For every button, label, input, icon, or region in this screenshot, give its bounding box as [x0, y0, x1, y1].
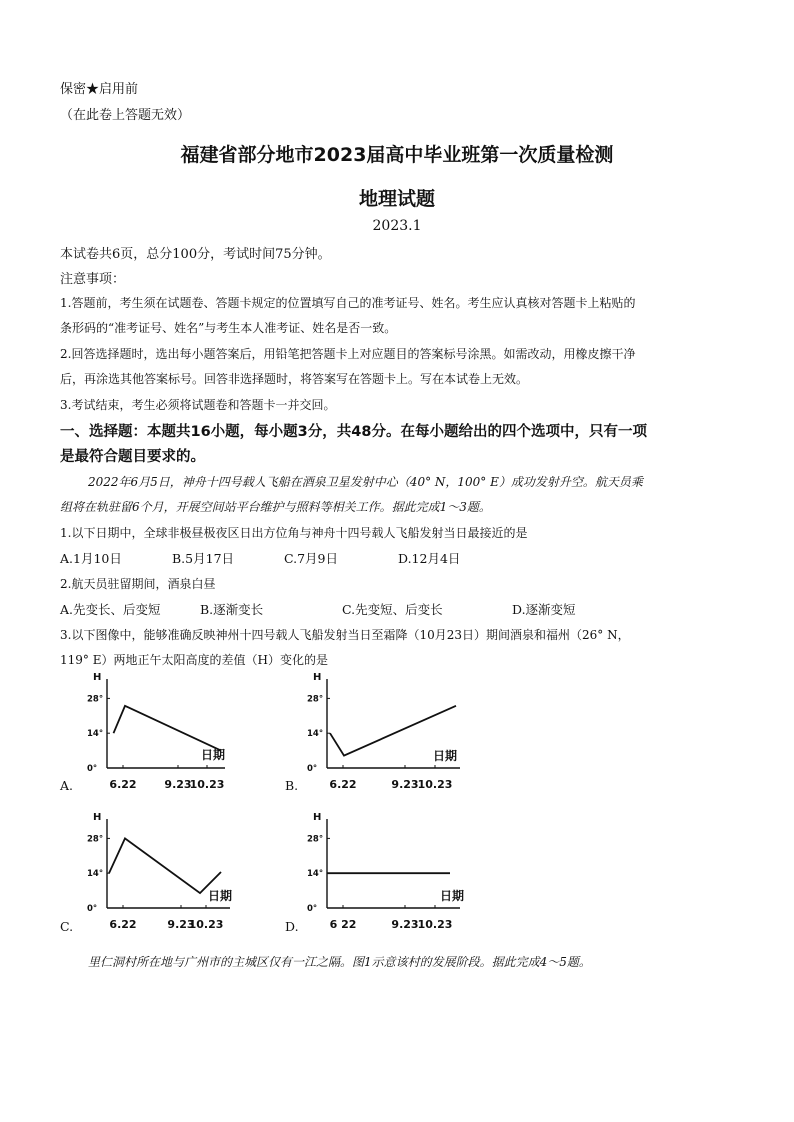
x-axis-label: 日期: [201, 748, 226, 762]
exam-title: 福建省部分地市2023届高中毕业班第一次质量检测: [180, 144, 614, 166]
confidential-mark: 保密★启用前: [60, 82, 139, 97]
y-tick-label: 28°: [307, 694, 324, 705]
x-tick-label: 6.22: [109, 778, 137, 791]
chart-option-a: [85, 672, 250, 797]
q2-option-a: A.先变长、后变短: [60, 602, 161, 617]
x-axis-label: 日期: [208, 889, 233, 903]
x-tick-label: 9.23: [391, 918, 419, 931]
material-2-line: 里仁洞村所在地与广州市的主城区仅有一江之隔。图1示意该村的发展阶段。据此完成4～5题。: [88, 955, 591, 969]
x-axis-label: 日期: [433, 749, 458, 763]
q2-option-b: B.逐渐变长: [200, 602, 264, 617]
chart-svg: [85, 672, 250, 797]
x-tick-label: 10.23: [417, 778, 453, 791]
x-tick-label: 10.23: [188, 918, 224, 931]
chart-a-label: A.: [60, 778, 74, 793]
chart-b-label: B.: [285, 778, 299, 793]
y-axis-label: H: [313, 672, 322, 683]
section-heading-cont: 是最符合题目要求的。: [60, 449, 205, 465]
y-tick-label: 14°: [87, 869, 104, 880]
exam-info: 本试卷共6页，总分100分，考试时间75分钟。: [60, 247, 331, 262]
q2-option-c: C.先变短、后变长: [342, 602, 443, 617]
y-tick-label: 0°: [307, 904, 318, 914]
chart-svg: [305, 672, 470, 797]
chart-svg: [305, 812, 485, 937]
chart-d-label: D.: [285, 919, 299, 934]
x-tick-label: 9.23: [167, 918, 195, 931]
material-1-line-2: 组将在轨驻留6个月，开展空间站平台维护与照料等相关工作。据此完成1～3题。: [60, 500, 491, 514]
question-3-stem-cont: 119° E）两地正午太阳高度的差值（H）变化的是: [60, 653, 328, 667]
question-2-stem: 2.航天员驻留期间，酒泉白昼: [60, 577, 216, 591]
chart-option-d: [305, 812, 485, 937]
x-tick-label: 6.22: [329, 778, 357, 791]
question-3-stem: 3.以下图像中，能够准确反映神州十四号载人飞船发射当日至霜降（10月23日）期间酒泉和福州（26° N，: [60, 628, 630, 642]
y-tick-label: 0°: [87, 764, 98, 774]
chart-option-c: [85, 812, 250, 937]
notice-item-2-cont: 后，再涂选其他答案标号。回答非选择题时，将答案写在答题卡上。写在本试卷上无效。: [60, 372, 529, 386]
x-tick-label: 9.23: [164, 778, 192, 791]
y-tick-label: 14°: [307, 869, 324, 880]
invalid-note: （在此卷上答题无效）: [60, 108, 191, 123]
y-tick-label: 28°: [87, 834, 104, 845]
q1-option-d: D.12月4日: [398, 551, 461, 566]
notice-item-2: 2.回答选择题时，选出每小题答案后，用铅笔把答题卡上对应题目的答案标号涂黑。如需改动，用橡皮擦干净: [60, 347, 636, 361]
data-series-line: [109, 838, 221, 893]
q2-option-d: D.逐渐变短: [512, 602, 576, 617]
y-axis-label: H: [93, 672, 102, 683]
x-tick-label: 6.22: [109, 918, 137, 931]
q1-option-b: B.5月17日: [172, 551, 235, 566]
notice-item-3: 3.考试结束，考生必须将试题卷和答题卡一并交回。: [60, 398, 336, 412]
chart-c-label: C.: [60, 919, 74, 934]
chart-svg: [85, 812, 250, 937]
question-1-stem: 1.以下日期中，全球非极昼极夜区日出方位角与神舟十四号载人飞船发射当日最接近的是: [60, 526, 528, 540]
section-heading: 一、选择题：本题共16小题，每小题3分，共48分。在每小题给出的四个选项中，只有一项: [60, 424, 647, 440]
exam-date: 2023.1: [372, 218, 422, 234]
y-tick-label: 0°: [87, 904, 98, 914]
y-axis-label: H: [313, 812, 322, 823]
x-tick-label: 10.23: [189, 778, 225, 791]
y-tick-label: 28°: [87, 694, 104, 705]
x-tick-label: 10.23: [417, 918, 453, 931]
material-1-line-1: 2022年6月5日，神舟十四号载人飞船在酒泉卫星发射中心（40° N，100° E）成功发射升空。航天员乘: [88, 475, 643, 489]
q1-option-c: C.7月9日: [284, 551, 338, 566]
x-tick-label: 6 22: [329, 918, 357, 931]
q1-option-a: A.1月10日: [60, 551, 122, 566]
chart-option-b: [305, 672, 470, 797]
notice-item-1: 1.答题前，考生须在试题卷、答题卡规定的位置填写自己的准考证号、姓名。考生应认真核对答题卡上粘贴的: [60, 296, 636, 310]
data-series-line: [114, 706, 222, 751]
y-tick-label: 14°: [87, 729, 104, 740]
y-tick-label: 0°: [307, 764, 318, 774]
y-tick-label: 28°: [307, 834, 324, 845]
x-axis-label: 日期: [440, 889, 465, 903]
y-axis-label: H: [93, 812, 102, 823]
exam-subtitle: 地理试题: [358, 188, 435, 210]
x-tick-label: 9.23: [391, 778, 419, 791]
notice-item-1-cont: 条形码的“准考证号、姓名”与考生本人准考证、姓名是否一致。: [60, 321, 397, 335]
y-tick-label: 14°: [307, 729, 324, 740]
notice-heading: 注意事项：: [60, 272, 126, 287]
